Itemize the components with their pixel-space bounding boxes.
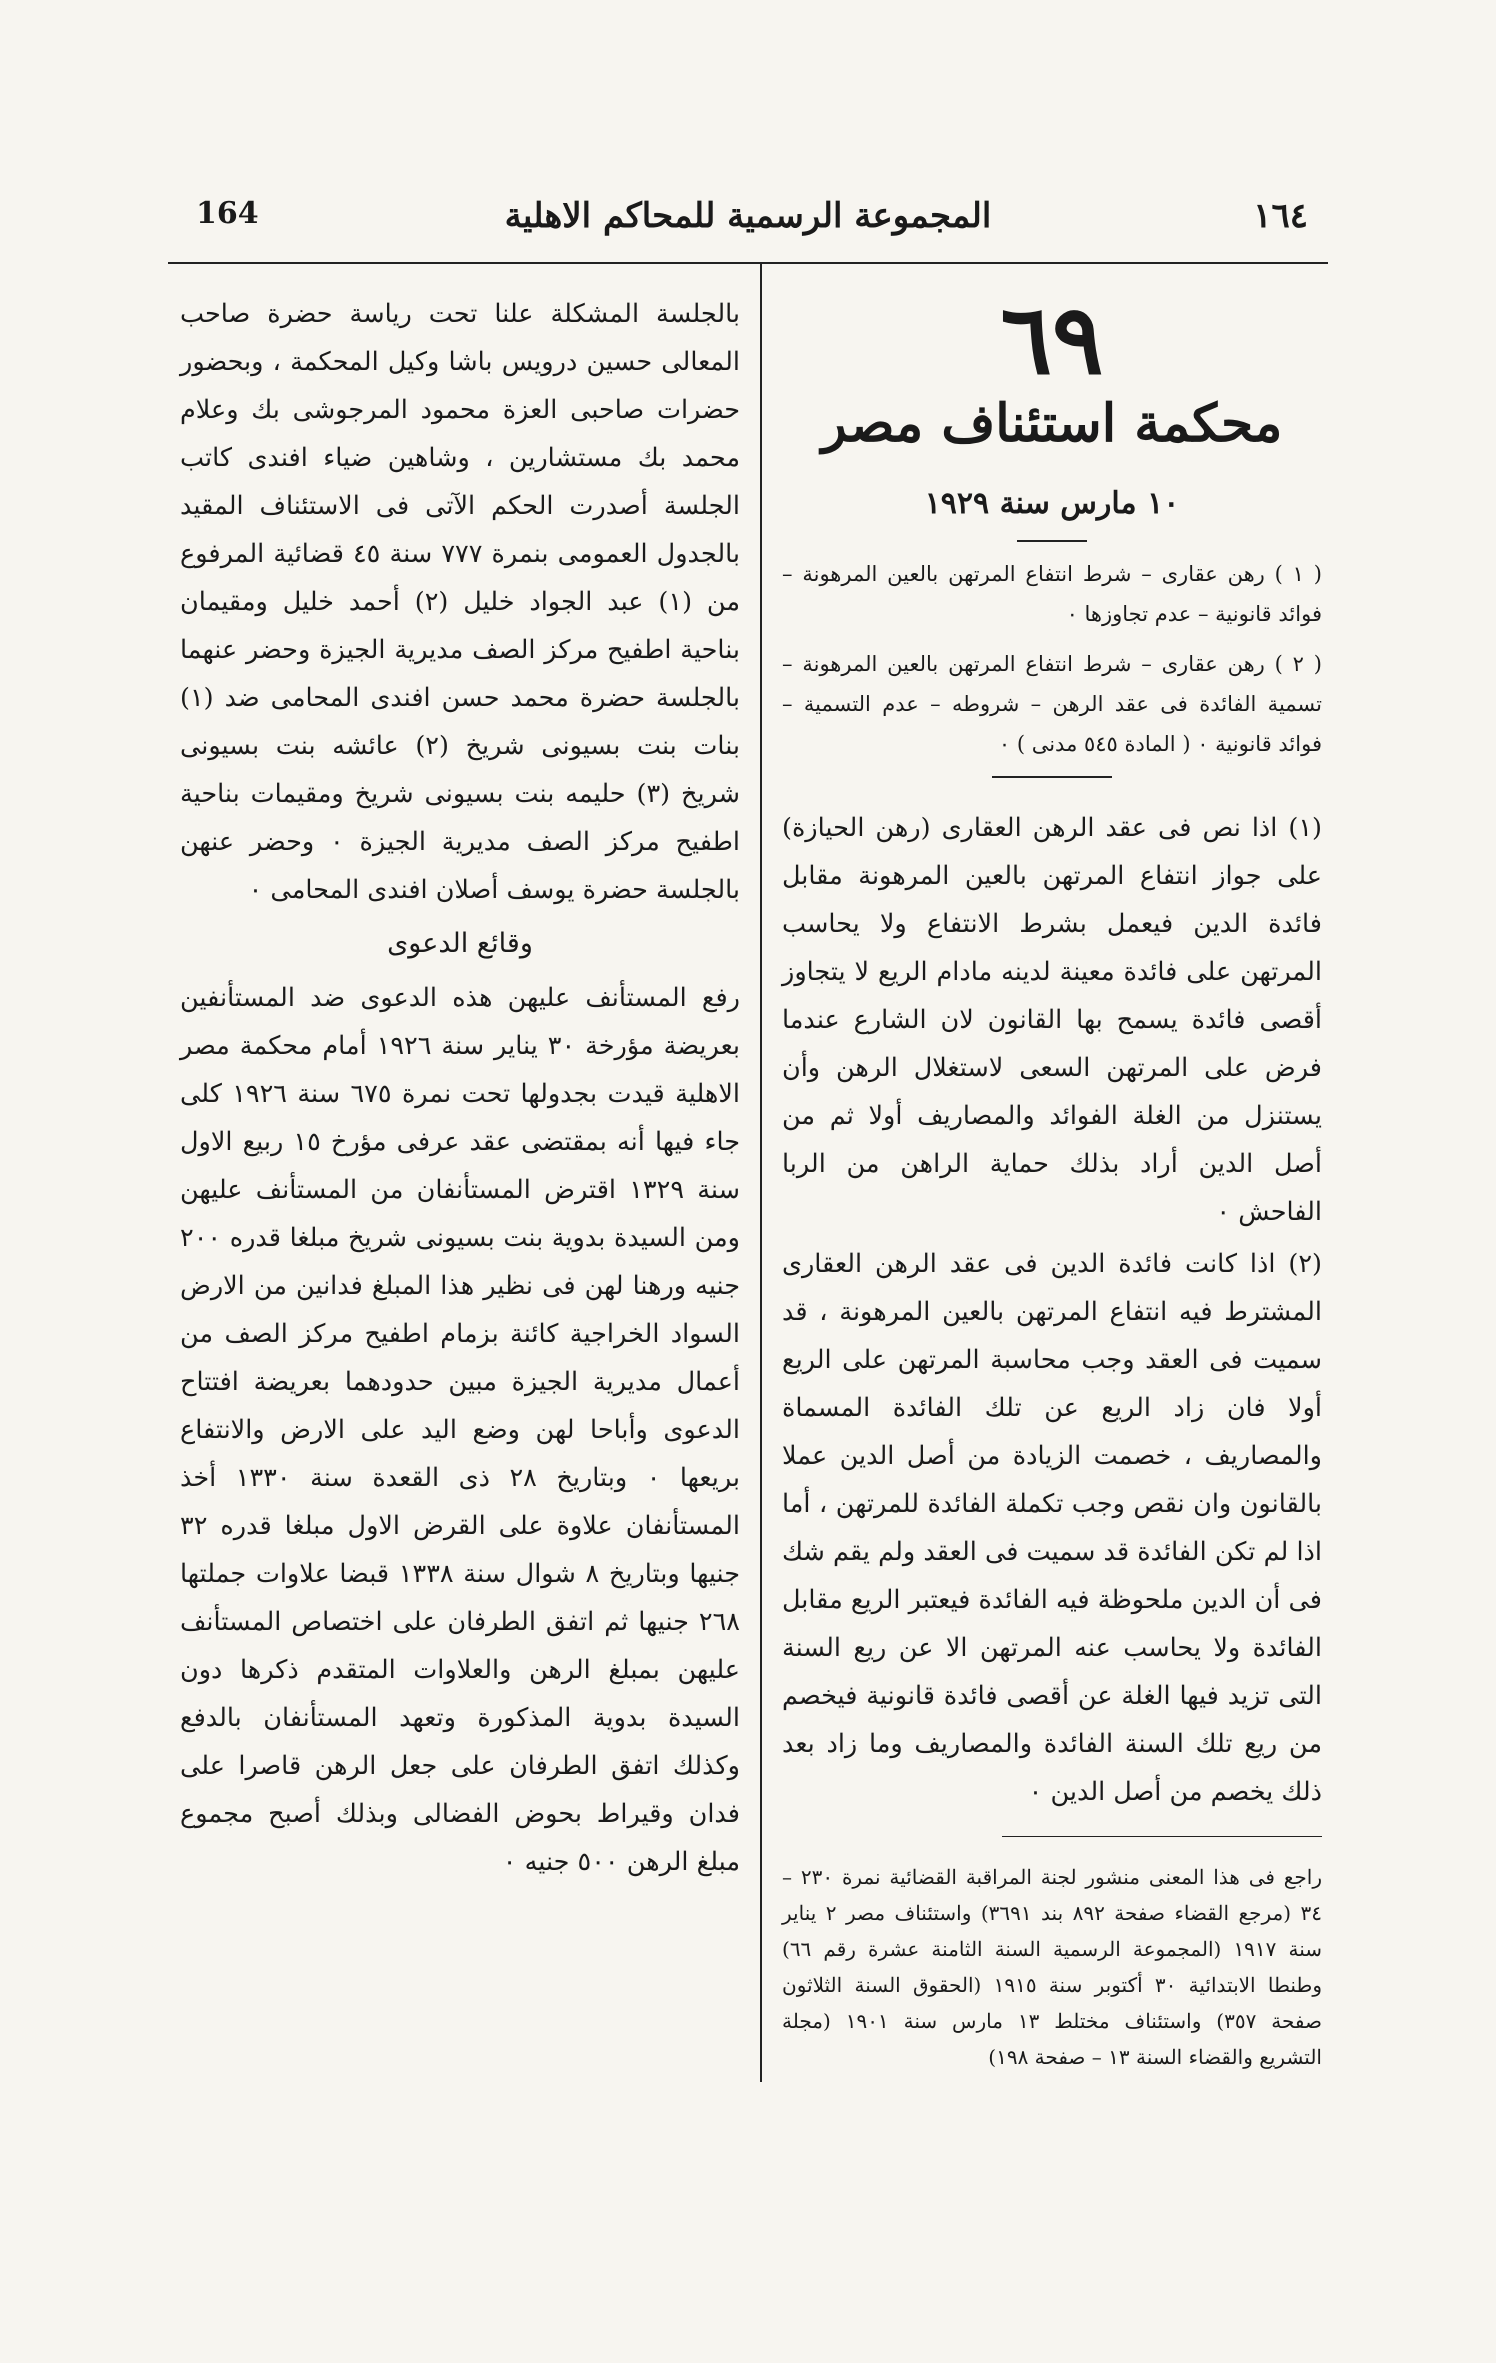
summary-item: ( ٢ ) رهن عقارى – شرط انتفاع المرتهن بالعين المرهونة – تسمية الفائدة فى عقد الرهن – شروطه – عدم التسمية – فوائد قانونية ٠ ( المادة ٥٤٥ مدنى ) ٠ [782,652,1322,756]
page-number-arabic: ١٦٤ [1253,196,1308,236]
column-divider [760,262,762,2082]
summary-item: ( ١ ) رهن عقارى – شرط انتفاع المرتهن بالعين المرهونة – فوائد قانونية – عدم تجاوزها ٠ [782,562,1322,626]
header-rule [168,262,1328,264]
left-column [180,290,740,1886]
footnote-rule [1002,1836,1322,1837]
page-number-latin: 164 [196,196,259,231]
holding-paragraph: (٢) اذا كانت فائدة الدين فى عقد الرهن العقارى المشترط فيه انتفاع المرتهن بالعين المرهونة ، قد سميت فى العقد وجب محاسبة المرتهن على الريع أولا فان زاد الريع عن تلك الفائدة المسماة والمصاريف ، خصمت الزيادة من أصل الدين عملا بالقانون وان نقص وجب تكملة الفائدة للمرتهن ، أما اذا لم تكن الفائدة قد سميت فى العقد ولم يقم شك فى أن الدين ملحوظة فيه الفائدة فيعتبر الريع مقابل الفائدة ولا يحاسب عنه المرتهن الا عن ريع السنة التى تزيد فيها الغلة عن أقصى فائدة قانونية فيخصم من ريع تلك السنة الفائدة والمصاريف وما زاد بعد ذلك يخصم من أصل الدين ٠ [782,1249,1322,1807]
page-header [168,196,1328,258]
holding-paragraph: (١) اذا نص فى عقد الرهن العقارى (رهن الحيازة) على جواز انتفاع المرتهن بالعين المرهونة مقابل فائدة الدين فيعمل بشرط الانتفاع ولا يحاسب المرتهن على فائدة معينة لدينه مادام الريع لا يتجاوز أقصى فائدة يسمح بها القانون لان الشارع عندما فرض على المرتهن السعى لاستغلال الرهن وأن يستنزل من الغلة الفوائد والمصاريف أولا ثم من أصل الدين أراد بذلك حماية الراهن من الربا الفاحش ٠ [782,813,1322,1227]
section-heading: وقائع الدعوى [387,928,533,959]
footnote: راجع فى هذا المعنى منشور لجنة المراقبة القضائية نمرة ٢٣٠ – ٣٤ (مرجع القضاء صفحة ٨٩٢ بند ٣٦٩١) واستئناف مصر ٢ يناير سنة ١٩١٧ (المجموعة الرسمية السنة الثامنة عشرة رقم ٦٦) وطنطا الابتدائية ٣٠ أكتوبر سنة ١٩١٥ (الحقوق السنة الثلاثون صفحة ٣٥٧) واستئناف مختلط ١٣ مارس سنة ١٩٠١ (مجلة التشريع والقضاء السنة ١٣ – صفحة ١٩٨) [782,1865,1323,2069]
facts-paragraph: رفع المستأنف عليهن هذه الدعوى ضد المستأنفين بعريضة مؤرخة ٣٠ يناير سنة ١٩٢٦ أمام محكمة مصر الاهلية قيدت بجدولها تحت نمرة ٦٧٥ سنة ١٩٢٦ كلى جاء فيها أنه بمقتضى عقد عرفى مؤرخ ١٥ ربيع الاول سنة ١٣٢٩ اقترض المستأنفان من المستأنف عليهن ومن السيدة بدوية بنت بسيونى شريخ مبلغا قدره ٢٠٠ جنيه ورهنا لهن فى نظير هذا المبلغ فدانين من الارض السواد الخراجية كائنة بزمام اطفيح مركز الصف من أعمال مديرية الجيزة مبين حدودهما بعريضة افتتاح الدعوى وأباحا لهن وضع اليد على الارض والانتفاع بريعها ٠ وبتاريخ ٢٨ ذى القعدة سنة ١٣٣٠ أخذ المستأنفان علاوة على القرض الاول مبلغا قدره ٣٢ جنيها وبتاريخ ٨ شوال سنة ١٣٣٨ قبضا علاوات جملتها ٢٦٨ جنيها ثم اتفق الطرفان على اختصاص المستأنف عليهن بمبلغ الرهن والعلاوات المتقدم ذكرها دون السيدة بدوية المذكورة وتعهد المستأنفان بالدفع وكذلك اتفق الطرفان على جعل الرهن قاصرا على فدان وقيراط بحوض الفضالى وبذلك أصبح مجموع مبلغ الرهن ٥٠٠ جنيه ٠ [180,983,740,1877]
court-title: محكمة استئناف مصر [821,393,1283,454]
session-paragraph: بالجلسة المشكلة علنا تحت رياسة حضرة صاحب المعالى حسين درويس باشا وكيل المحكمة ، وبحضور حضرات صاحبى العزة محمود المرجوشى بك وعلام محمد بك مستشارين ، وشاهين ضياء افندى كاتب الجلسة أصدرت الحكم الآتى فى الاستئناف المقيد بالجدول العمومى بنمرة ٧٧٧ سنة ٤٥ قضائية المرفوع من (١) عبد الجواد خليل (٢) أحمد خليل ومقيمان بناحية اطفيح مركز الصف مديرية الجيزة وحضر عنهما بالجلسة حضرة محمد حسن افندى المحامى ضد (١) بنات بنت بسيونى شريخ (٢) عائشه بنت بسيونى شريخ (٣) حليمه بنت بسيونى شريخ ومقيمات بناحية اطفيح مركز الصف مديرية الجيزة ٠ وحضر عنهن بالجلسة حضرة يوسف أصلان افندى المحامى ٠ [180,299,741,905]
summary-rule [992,776,1112,778]
title-rule [1017,540,1087,542]
right-column [782,283,1323,2075]
case-number: ٦٩ [1000,283,1104,396]
case-date: ١٠ مارس سنة ١٩٢٩ [924,486,1180,521]
running-title: المجموعة الرسمية للمحاكم الاهلية [504,196,992,236]
